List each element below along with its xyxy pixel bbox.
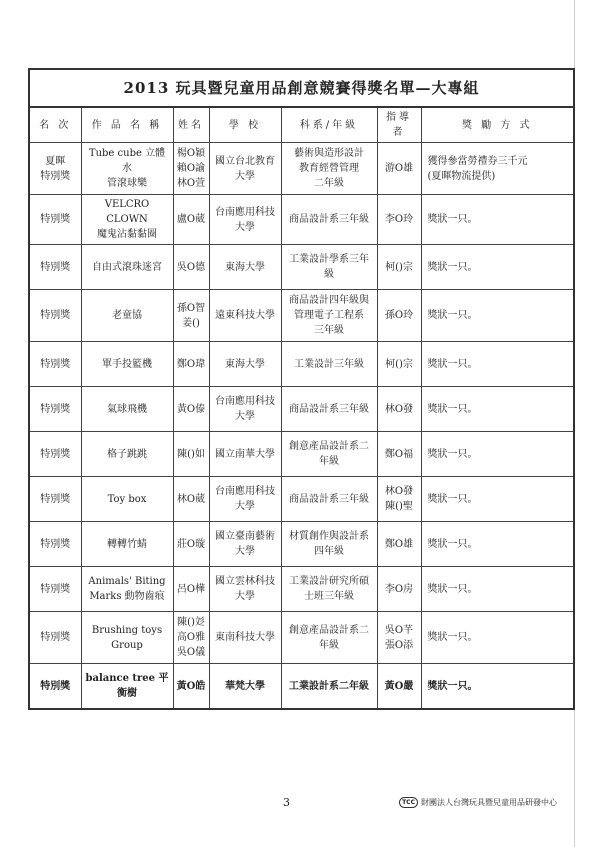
cell-advisor-line: 黃O嚴 <box>384 680 414 692</box>
cell-advisor-line: 吳O芊 <box>384 624 414 636</box>
cell-school-line: 台南應用科技 <box>215 206 275 218</box>
cell-work-line: 格子跳跳 <box>107 448 147 460</box>
cell-work-line: Brushing toys <box>91 624 163 636</box>
cell-dept-line: 四年級 <box>314 546 344 557</box>
cell-dept-line: 藝術與造形設計 <box>294 148 364 159</box>
cell-name-line: 呂O樺 <box>176 583 206 595</box>
cell-name-line: 鄭O瑋 <box>176 358 206 370</box>
table-row <box>29 522 574 567</box>
cell-advisor <box>377 522 421 567</box>
cell-work-line: 魔鬼沾黏黏圈 <box>97 229 157 240</box>
cell-advisor <box>377 342 421 387</box>
header-award: 獎 勵 方 式 <box>421 107 574 143</box>
cell-advisor-line: 孫O玲 <box>384 310 414 321</box>
cell-rank <box>29 245 81 290</box>
cell-dept-line: 創意產品設計系二 <box>289 441 369 452</box>
cell-advisor-line: 鄭O雄 <box>384 538 414 550</box>
cell-school <box>209 432 281 477</box>
cell-award <box>421 195 574 245</box>
cell-work <box>81 612 173 664</box>
cell-rank <box>29 432 81 477</box>
cell-advisor-line: 游O雄 <box>384 163 414 174</box>
cell-school <box>209 387 281 432</box>
cell-dept <box>281 522 377 567</box>
cell-dept-line: 工業設計學系三年 <box>289 254 369 265</box>
cell-work-line: 單手投籃機 <box>102 358 152 370</box>
header-advisor: 指導者 <box>377 107 421 143</box>
cell-work <box>81 195 173 245</box>
cell-award-line: 獎狀一只。 <box>427 632 478 643</box>
header-row <box>29 107 574 143</box>
cell-school-line: 台南應用科技 <box>215 486 275 497</box>
tcc-logo-icon: TCC <box>399 797 418 808</box>
cell-advisor-line: 柯()宗 <box>385 261 413 273</box>
table-row <box>29 143 574 195</box>
cell-dept <box>281 342 377 387</box>
cell-award <box>421 387 574 432</box>
cell-dept-line: 管理電子工程系 <box>294 310 364 321</box>
cell-school-line: 華梵大學 <box>225 680 265 692</box>
cell-name <box>173 195 209 245</box>
table-row <box>29 342 574 387</box>
cell-advisor <box>377 432 421 477</box>
cell-name <box>173 432 209 477</box>
cell-rank <box>29 290 81 342</box>
cell-rank-line: 特別獎 <box>40 170 71 182</box>
footer-org <box>399 797 557 808</box>
cell-rank-line: 夏暉 <box>45 155 66 167</box>
cell-award-line: 獎狀一只。 <box>427 403 478 415</box>
cell-dept-line: 三年級 <box>314 325 344 336</box>
cell-rank-line: 特別獎 <box>40 358 71 370</box>
cell-dept-line: 教育經營管理 <box>299 163 359 174</box>
cell-work-line: 管滾球樂 <box>107 178 147 189</box>
cell-award-line: 獎狀一只。 <box>427 214 478 225</box>
cell-school <box>209 612 281 664</box>
page-footer <box>0 796 575 812</box>
award-table <box>28 68 575 710</box>
cell-work <box>81 290 173 342</box>
cell-work <box>81 387 173 432</box>
cell-advisor-line: 張O添 <box>384 639 414 651</box>
cell-work-line: 自由式滾珠迷宮 <box>92 261 162 273</box>
cell-advisor-line: 陳()聖 <box>385 501 413 512</box>
cell-dept <box>281 664 377 710</box>
cell-dept-line: 商品設計系三年級 <box>289 214 369 225</box>
cell-dept-line: 年級 <box>319 639 339 651</box>
cell-award-line: 獎狀一只。 <box>427 310 478 321</box>
cell-dept-line: 級 <box>324 269 334 280</box>
cell-school <box>209 143 281 195</box>
header-name: 姓名 <box>173 107 209 143</box>
cell-name <box>173 477 209 522</box>
cell-name-line: 莊O璇 <box>176 538 206 550</box>
cell-advisor <box>377 567 421 612</box>
cell-work-line: Animals' Biting <box>88 576 166 587</box>
cell-school <box>209 477 281 522</box>
cell-work-line: 轉轉竹蜻 <box>107 538 147 550</box>
cell-work-line: Tube cube 立體水 <box>88 148 166 174</box>
cell-award-line: 獎狀一只。 <box>427 493 478 505</box>
cell-work-line: VELCRO CLOWN <box>104 199 150 225</box>
cell-name <box>173 522 209 567</box>
cell-school <box>209 522 281 567</box>
cell-dept-line: 創意產品設計系二 <box>289 624 369 636</box>
cell-rank-line: 特別獎 <box>40 214 71 225</box>
cell-dept <box>281 477 377 522</box>
footer-org-name: 財團法人台灣玩具暨兒童用品研發中心 <box>421 798 557 807</box>
cell-advisor-line: 李O玲 <box>384 214 414 225</box>
cell-rank-line: 特別獎 <box>40 538 71 550</box>
cell-name <box>173 290 209 342</box>
cell-name-line: 林O萱 <box>176 178 206 189</box>
cell-school-line: 東南科技大學 <box>215 632 275 643</box>
cell-work <box>81 432 173 477</box>
cell-advisor <box>377 195 421 245</box>
cell-advisor <box>377 245 421 290</box>
cell-advisor-line: 鄭O福 <box>384 448 414 460</box>
cell-rank <box>29 567 81 612</box>
cell-advisor-line: 林O發 <box>384 486 414 497</box>
cell-dept-line: 工業設計系二年級 <box>289 680 369 692</box>
cell-name-line: 黃O皓 <box>176 680 206 692</box>
cell-rank-line: 特別獎 <box>40 403 71 415</box>
cell-dept <box>281 143 377 195</box>
cell-award <box>421 432 574 477</box>
cell-school-line: 大學 <box>235 221 255 233</box>
cell-school <box>209 195 281 245</box>
cell-work <box>81 664 173 710</box>
cell-advisor <box>377 477 421 522</box>
cell-award-line: 獲得參當勞禮券三千元 <box>427 155 528 167</box>
cell-work-line: 老童協 <box>112 310 142 321</box>
cell-rank <box>29 387 81 432</box>
cell-award-line: 獎狀一只。 <box>427 358 478 370</box>
cell-work-line: Toy box <box>107 493 147 505</box>
cell-award-line: 獎狀一只。 <box>427 538 478 550</box>
cell-name <box>173 143 209 195</box>
cell-dept-line: 商品設計系三年級 <box>289 403 369 415</box>
cell-advisor-line: 柯()宗 <box>385 358 413 370</box>
cell-dept <box>281 245 377 290</box>
cell-dept-line: 工業設計三年級 <box>294 358 364 370</box>
cell-school-line: 大學 <box>235 170 255 182</box>
cell-school <box>209 567 281 612</box>
table-row <box>29 567 574 612</box>
cell-rank-line: 特別獎 <box>40 493 71 505</box>
table-body <box>29 143 574 710</box>
cell-rank <box>29 664 81 710</box>
cell-school-line: 東海大學 <box>225 358 265 370</box>
cell-name-line: 林O葳 <box>176 493 206 505</box>
cell-award-line: 獎狀一只。 <box>427 448 478 460</box>
cell-advisor <box>377 143 421 195</box>
cell-advisor <box>377 290 421 342</box>
cell-school <box>209 290 281 342</box>
cell-dept-line: 士班三年級 <box>304 591 354 602</box>
cell-rank-line: 特別獎 <box>40 583 71 595</box>
cell-name <box>173 664 209 710</box>
header-work: 作 品 名 稱 <box>81 107 173 143</box>
cell-dept-line: 年級 <box>319 456 339 467</box>
cell-award <box>421 477 574 522</box>
cell-award <box>421 664 574 710</box>
cell-work <box>81 477 173 522</box>
cell-rank <box>29 522 81 567</box>
cell-name-line: 陳()彣 <box>177 617 205 628</box>
cell-school-line: 大學 <box>235 501 255 512</box>
cell-dept <box>281 195 377 245</box>
cell-dept <box>281 387 377 432</box>
cell-name-line: 楊O穎 <box>176 148 206 159</box>
cell-dept-line: 材質創作與設計系 <box>289 531 369 542</box>
cell-school-line: 台南應用科技 <box>215 396 275 407</box>
cell-dept-line: 商品設計系三年級 <box>289 493 369 505</box>
cell-award-line: (夏暉物流提供) <box>427 170 496 182</box>
cell-rank-line: 特別獎 <box>40 448 71 460</box>
cell-dept-line: 二年級 <box>314 178 344 189</box>
cell-award <box>421 612 574 664</box>
cell-work-line: Marks 動物齒痕 <box>89 591 165 602</box>
cell-rank <box>29 143 81 195</box>
cell-award-line: 獎狀一只。 <box>427 680 478 692</box>
cell-rank-line: 特別獎 <box>40 680 71 692</box>
cell-name-line: 姜() <box>182 317 200 329</box>
cell-work-line: balance tree 平衡樹 <box>85 673 169 699</box>
table-row <box>29 432 574 477</box>
cell-school-line: 大學 <box>235 546 255 557</box>
cell-school-line: 東海大學 <box>225 261 265 273</box>
table-row <box>29 612 574 664</box>
cell-rank <box>29 612 81 664</box>
cell-advisor <box>377 387 421 432</box>
cell-name <box>173 387 209 432</box>
cell-name <box>173 567 209 612</box>
table-row <box>29 477 574 522</box>
cell-school <box>209 342 281 387</box>
cell-work <box>81 342 173 387</box>
cell-award <box>421 245 574 290</box>
cell-name-line: 賴O諭 <box>176 163 206 174</box>
cell-advisor-line: 林O發 <box>384 403 414 415</box>
cell-advisor <box>377 664 421 710</box>
table-row <box>29 664 574 710</box>
cell-rank <box>29 195 81 245</box>
cell-dept <box>281 432 377 477</box>
cell-advisor-line: 李O房 <box>384 583 414 595</box>
cell-award <box>421 567 574 612</box>
cell-rank <box>29 342 81 387</box>
table-row <box>29 245 574 290</box>
cell-school-line: 國立臺南藝術 <box>215 531 275 542</box>
cell-name-line: 陳()如 <box>177 448 205 460</box>
cell-dept-line: 商品設計四年級與 <box>289 295 369 306</box>
cell-school <box>209 664 281 710</box>
table-title: 2013 玩具暨兒童用品創意競賽得獎名單—大專組 <box>29 69 574 107</box>
cell-work-line: Group <box>111 639 143 651</box>
cell-award <box>421 522 574 567</box>
cell-rank-line: 特別獎 <box>40 310 71 321</box>
cell-award <box>421 143 574 195</box>
cell-advisor <box>377 612 421 664</box>
table-row <box>29 195 574 245</box>
cell-dept-line: 工業設計研究所碩 <box>289 576 369 587</box>
cell-work <box>81 567 173 612</box>
cell-school-line: 國立南華大學 <box>215 448 275 460</box>
header-rank: 名 次 <box>29 107 81 143</box>
cell-name <box>173 342 209 387</box>
cell-work <box>81 143 173 195</box>
cell-school-line: 大學 <box>235 591 255 602</box>
cell-work <box>81 522 173 567</box>
header-dept: 科系/年級 <box>281 107 377 143</box>
cell-dept <box>281 567 377 612</box>
table-row <box>29 387 574 432</box>
cell-name-line: 盧O葳 <box>176 214 206 225</box>
cell-rank-line: 特別獎 <box>40 632 71 643</box>
cell-name-line: 吳O儀 <box>176 647 206 658</box>
cell-name-line: 高O雅 <box>176 632 206 643</box>
cell-school-line: 國立台北教育 <box>215 155 275 167</box>
table-row <box>29 290 574 342</box>
header-school: 學 校 <box>209 107 281 143</box>
cell-dept <box>281 290 377 342</box>
cell-name-line: 黃O傣 <box>176 403 206 415</box>
cell-award <box>421 290 574 342</box>
cell-name <box>173 612 209 664</box>
cell-name <box>173 245 209 290</box>
cell-rank <box>29 477 81 522</box>
cell-school-line: 遠東科技大學 <box>215 310 275 321</box>
cell-rank-line: 特別獎 <box>40 261 71 273</box>
cell-school-line: 大學 <box>235 411 255 422</box>
cell-name-line: 孫O智 <box>176 302 206 314</box>
cell-award-line: 獎狀一只。 <box>427 261 478 273</box>
cell-award-line: 獎狀一只。 <box>427 583 478 595</box>
cell-name-line: 吳O德 <box>176 261 206 273</box>
cell-work-line: 氣球飛機 <box>107 403 147 415</box>
page-number: 3 <box>283 796 290 809</box>
cell-school <box>209 245 281 290</box>
cell-dept <box>281 612 377 664</box>
cell-work <box>81 245 173 290</box>
cell-award <box>421 342 574 387</box>
cell-school-line: 國立雲林科技 <box>215 576 275 587</box>
